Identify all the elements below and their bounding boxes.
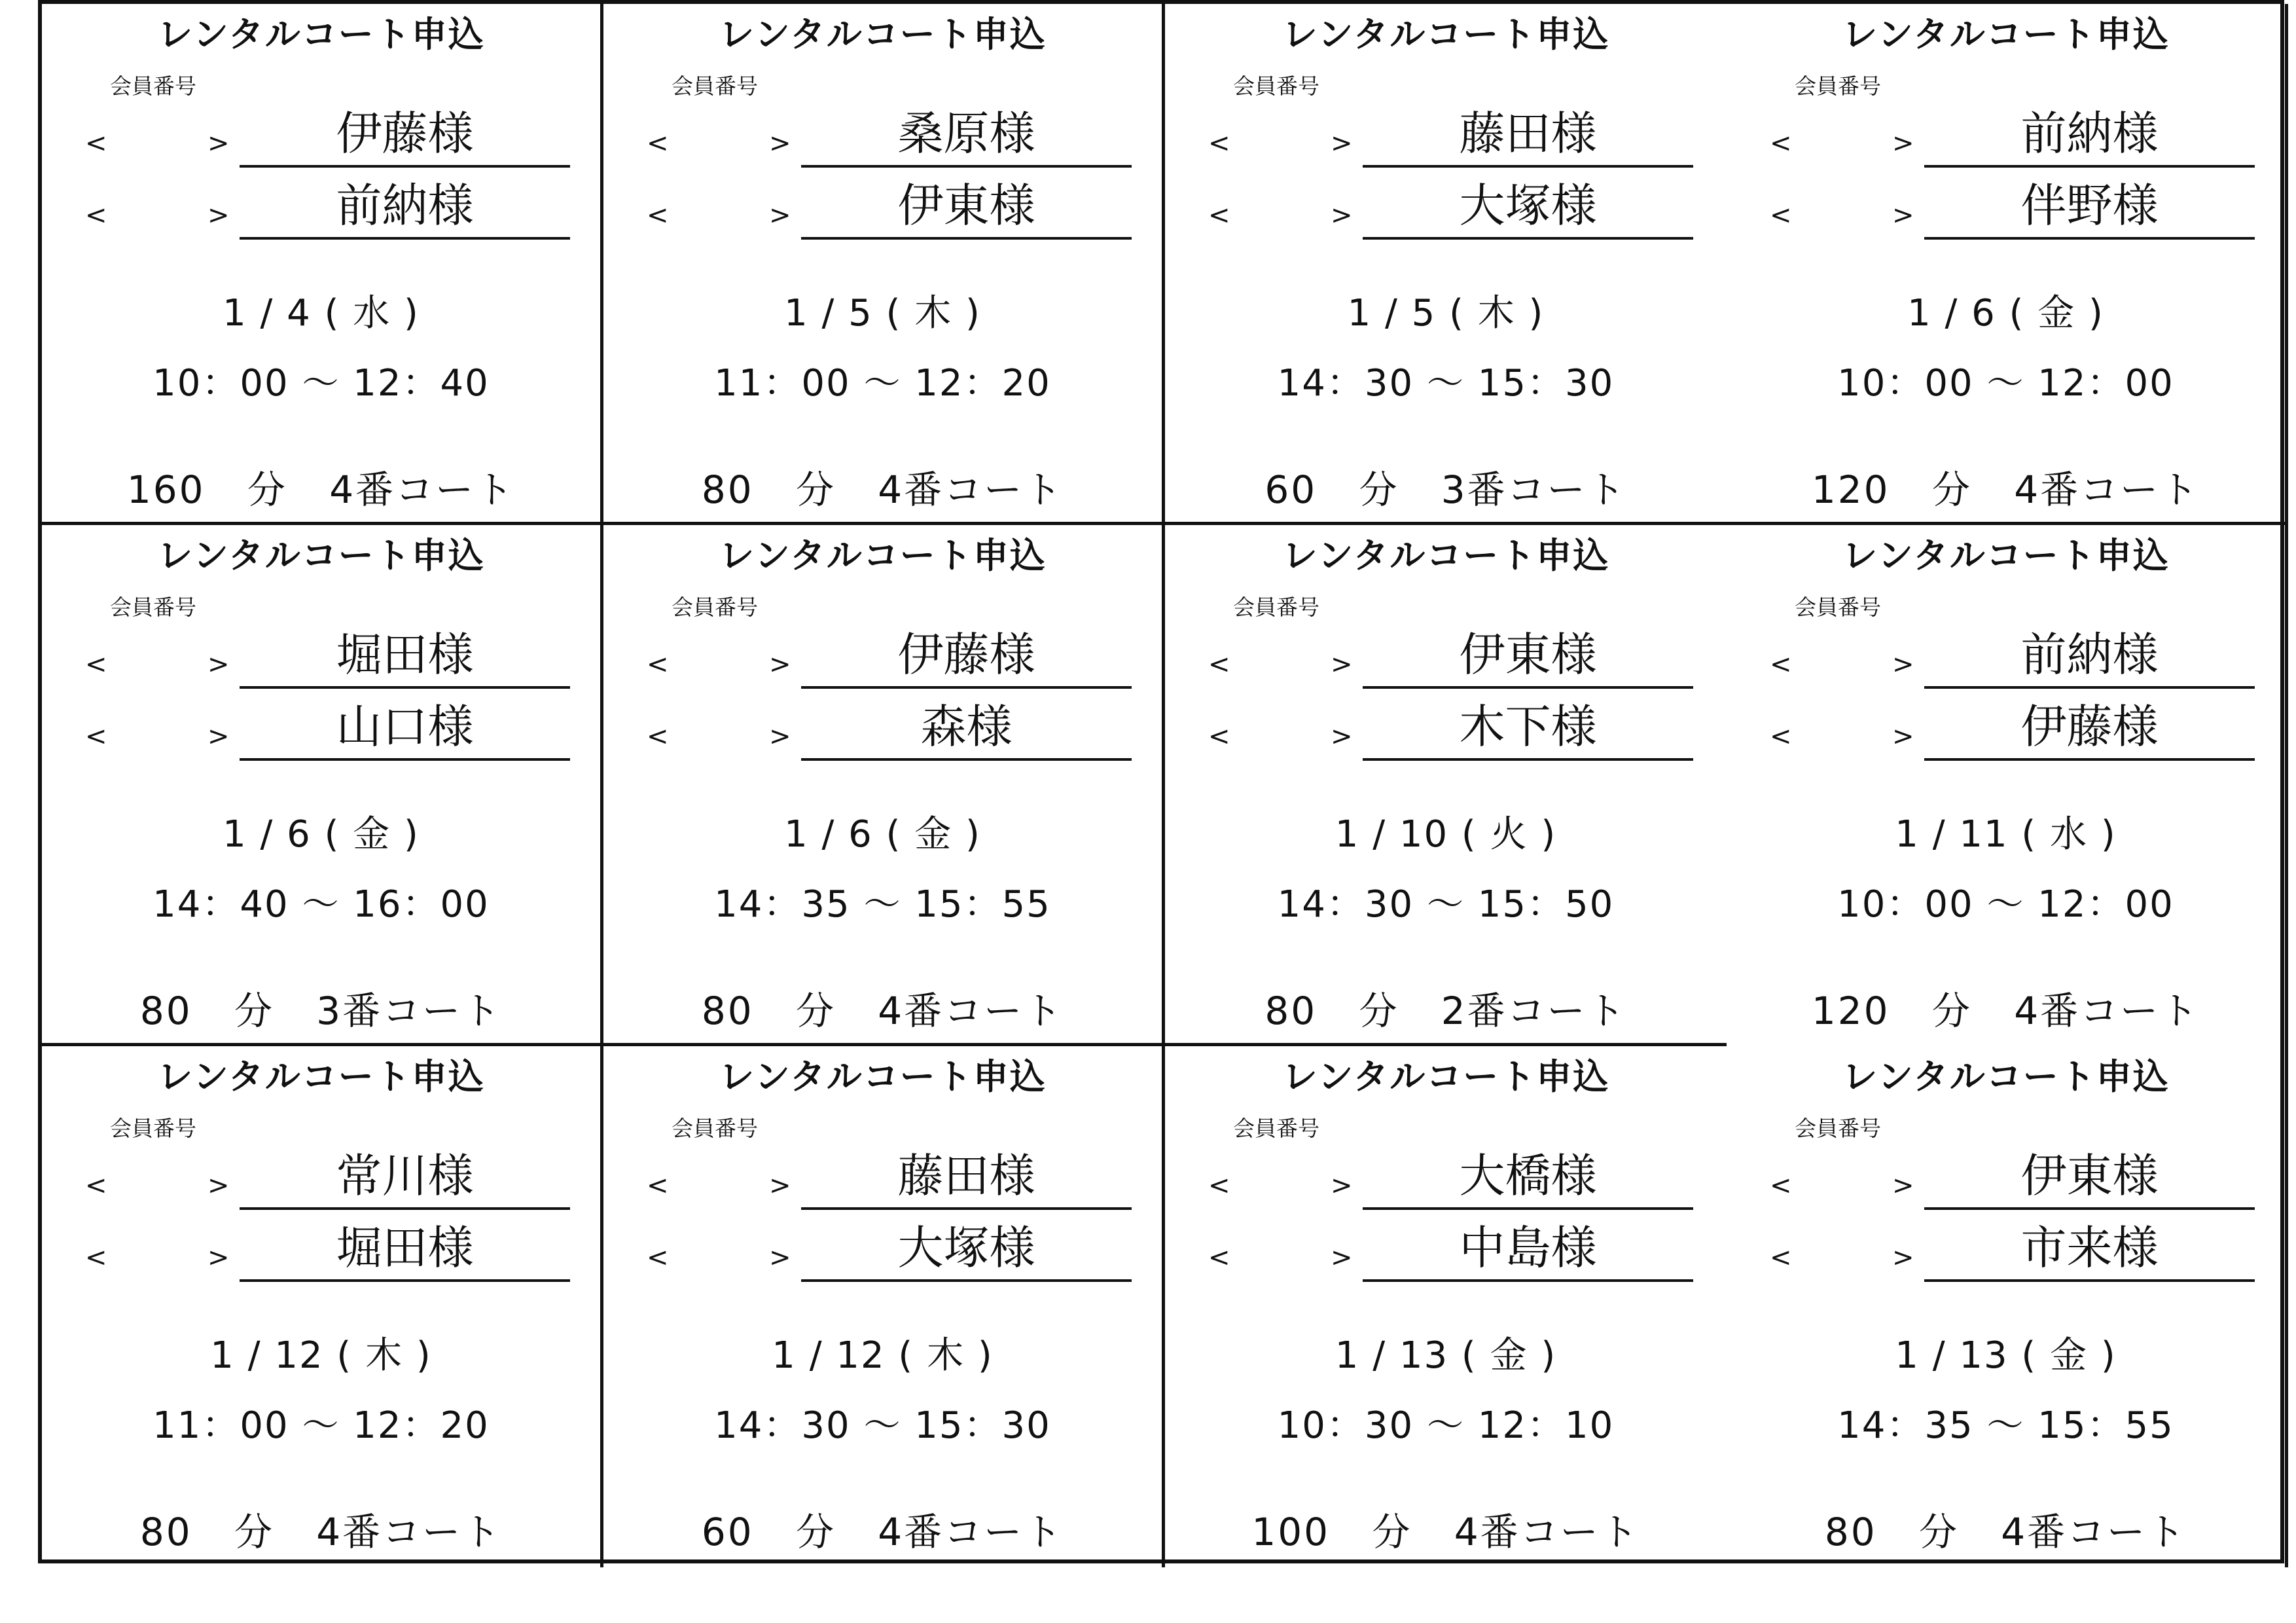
member-number-label: 会員番号	[1233, 594, 1319, 620]
member-number-open-bracket: <	[1208, 200, 1230, 230]
member-number-open-bracket: <	[1770, 200, 1792, 230]
member-number-close-bracket: >	[1331, 1243, 1353, 1273]
court-number: 4番コート	[878, 467, 1064, 512]
member-row-2	[42, 174, 600, 240]
duration-unit: 分	[1359, 467, 1399, 512]
duration-court	[603, 980, 1162, 1035]
member-name-1: 堀田様	[240, 623, 570, 689]
member-name-1: 前納様	[1924, 102, 2255, 168]
member-number-label: 会員番号	[110, 594, 196, 620]
member-number-open-bracket: <	[647, 1243, 669, 1273]
reservation-date: 1 / 13 ( 金 )	[1335, 1334, 1557, 1377]
card-title: レンタルコート申込	[719, 1056, 1047, 1097]
member-number-close-bracket: >	[207, 1171, 230, 1201]
reservation-date: 1 / 11 ( 水 )	[1895, 813, 2117, 856]
member-number-label: 会員番号	[110, 1116, 196, 1141]
member-name-2: 前納様	[240, 174, 570, 240]
reservation-time: 14：40 ～ 16：00	[152, 883, 490, 926]
duration-unit: 分	[1931, 989, 1972, 1033]
card-title: レンタルコート申込	[1842, 535, 2170, 576]
duration-minutes: 80	[701, 467, 754, 512]
member-number-label: 会員番号	[110, 73, 196, 99]
member-row-2	[1165, 174, 1727, 240]
duration-minutes: 80	[139, 1510, 192, 1554]
duration-minutes: 120	[1811, 989, 1890, 1033]
member-number-label: 会員番号	[1795, 1116, 1881, 1141]
member-number-close-bracket: >	[207, 200, 230, 230]
member-row-2	[603, 174, 1162, 240]
member-number-open-bracket: <	[1770, 649, 1792, 680]
duration-unit: 分	[234, 989, 274, 1033]
duration-court	[1727, 980, 2285, 1035]
reservation-time: 10：30 ～ 12：10	[1277, 1404, 1615, 1447]
member-name-2: 堀田様	[240, 1216, 570, 1282]
card-title: レンタルコート申込	[719, 535, 1047, 576]
rental-court-sheet	[38, 0, 2284, 1563]
court-number: 3番コート	[316, 989, 503, 1033]
duration-court	[42, 459, 600, 514]
member-number-close-bracket: >	[769, 721, 791, 752]
court-number: 4番コート	[2014, 467, 2200, 512]
member-name-1: 大橋様	[1363, 1144, 1693, 1210]
card-title: レンタルコート申込	[1282, 14, 1610, 55]
member-number-close-bracket: >	[1892, 721, 1914, 752]
duration-minutes: 120	[1811, 467, 1890, 512]
reservation-time: 14：35 ～ 15：55	[714, 883, 1051, 926]
member-number-label: 会員番号	[672, 73, 758, 99]
reservation-date: 1 / 12 ( 木 )	[210, 1334, 432, 1377]
member-name-2: 山口様	[240, 695, 570, 761]
member-name-2: 伊東様	[801, 174, 1132, 240]
member-row-1	[42, 102, 600, 168]
rental-card	[42, 4, 603, 525]
duration-minutes: 100	[1251, 1510, 1331, 1554]
member-number-label: 会員番号	[1233, 73, 1319, 99]
member-name-1: 常川様	[240, 1144, 570, 1210]
member-number-label: 会員番号	[672, 594, 758, 620]
reservation-date: 1 / 12 ( 木 )	[772, 1334, 994, 1377]
member-name-1: 伊藤様	[801, 623, 1132, 689]
rental-card	[603, 525, 1165, 1046]
member-number-close-bracket: >	[1892, 128, 1914, 158]
member-number-close-bracket: >	[1331, 649, 1353, 680]
member-row-1	[603, 102, 1162, 168]
duration-unit: 分	[795, 467, 836, 512]
duration-court	[1165, 1501, 1727, 1556]
rental-card	[603, 4, 1165, 525]
member-row-2	[1165, 695, 1727, 761]
member-number-open-bracket: <	[1770, 721, 1792, 752]
court-number: 4番コート	[878, 989, 1064, 1033]
reservation-date: 1 / 13 ( 金 )	[1895, 1334, 2117, 1377]
member-row-1	[603, 1144, 1162, 1210]
member-number-open-bracket: <	[647, 721, 669, 752]
duration-court	[603, 1501, 1162, 1556]
member-row-1	[1727, 102, 2285, 168]
member-name-1: 藤田様	[1363, 102, 1693, 168]
card-title: レンタルコート申込	[1842, 1056, 2170, 1097]
reservation-time: 11：00 ～ 12：20	[152, 1404, 490, 1447]
member-number-open-bracket: <	[85, 649, 107, 680]
reservation-date: 1 / 6 ( 金 )	[223, 813, 420, 856]
court-number: 2番コート	[1441, 989, 1627, 1033]
card-title: レンタルコート申込	[719, 14, 1047, 55]
member-number-open-bracket: <	[1770, 1171, 1792, 1201]
duration-unit: 分	[795, 1510, 836, 1554]
member-number-close-bracket: >	[769, 649, 791, 680]
member-number-close-bracket: >	[207, 721, 230, 752]
reservation-time: 11：00 ～ 12：20	[714, 362, 1051, 405]
member-number-open-bracket: <	[647, 200, 669, 230]
member-row-2	[603, 1216, 1162, 1282]
member-number-close-bracket: >	[1892, 1171, 1914, 1201]
member-row-1	[603, 623, 1162, 689]
reservation-date: 1 / 4 ( 水 )	[223, 292, 420, 335]
rental-card	[1165, 525, 1727, 1046]
member-name-2: 木下様	[1363, 695, 1693, 761]
member-number-close-bracket: >	[1331, 128, 1353, 158]
member-name-1: 伊藤様	[240, 102, 570, 168]
duration-unit: 分	[234, 1510, 274, 1554]
rental-card	[1727, 1046, 2288, 1567]
reservation-date: 1 / 10 ( 火 )	[1335, 813, 1557, 856]
member-row-1	[1165, 102, 1727, 168]
member-name-1: 前納様	[1924, 623, 2255, 689]
card-title: レンタルコート申込	[157, 535, 485, 576]
card-title: レンタルコート申込	[157, 1056, 485, 1097]
member-row-1	[1165, 1144, 1727, 1210]
court-number: 4番コート	[316, 1510, 503, 1554]
rental-card	[603, 1046, 1165, 1567]
reservation-date: 1 / 5 ( 木 )	[784, 292, 981, 335]
member-number-close-bracket: >	[769, 128, 791, 158]
member-number-label: 会員番号	[1795, 594, 1881, 620]
member-number-close-bracket: >	[769, 200, 791, 230]
member-row-2	[603, 695, 1162, 761]
court-number: 4番コート	[329, 467, 516, 512]
member-number-open-bracket: <	[1770, 128, 1792, 158]
member-name-2: 大塚様	[1363, 174, 1693, 240]
duration-minutes: 80	[701, 989, 754, 1033]
rental-card	[1165, 4, 1727, 525]
member-number-open-bracket: <	[1208, 1171, 1230, 1201]
duration-minutes: 80	[1824, 1510, 1877, 1554]
member-number-open-bracket: <	[85, 200, 107, 230]
member-row-2	[1727, 695, 2285, 761]
member-number-open-bracket: <	[1208, 721, 1230, 752]
member-number-open-bracket: <	[85, 128, 107, 158]
duration-unit: 分	[795, 989, 836, 1033]
member-number-close-bracket: >	[207, 128, 230, 158]
duration-court	[42, 1501, 600, 1556]
reservation-date: 1 / 6 ( 金 )	[784, 813, 981, 856]
rental-card	[1727, 525, 2288, 1046]
member-name-2: 中島様	[1363, 1216, 1693, 1282]
duration-court	[1165, 459, 1727, 514]
duration-court	[1165, 980, 1727, 1035]
member-number-label: 会員番号	[672, 1116, 758, 1141]
duration-minutes: 60	[1265, 467, 1318, 512]
member-number-open-bracket: <	[647, 649, 669, 680]
member-name-1: 伊東様	[1363, 623, 1693, 689]
member-name-2: 伊藤様	[1924, 695, 2255, 761]
duration-minutes: 160	[126, 467, 206, 512]
member-number-open-bracket: <	[85, 721, 107, 752]
duration-unit: 分	[1931, 467, 1972, 512]
member-name-1: 桑原様	[801, 102, 1132, 168]
reservation-time: 10：00 ～ 12：00	[1837, 362, 2174, 405]
member-name-2: 森様	[801, 695, 1132, 761]
duration-unit: 分	[1372, 1510, 1412, 1554]
member-number-open-bracket: <	[1770, 1243, 1792, 1273]
member-row-1	[1165, 623, 1727, 689]
member-number-open-bracket: <	[647, 1171, 669, 1201]
member-number-open-bracket: <	[647, 128, 669, 158]
member-row-1	[42, 1144, 600, 1210]
member-row-2	[1727, 1216, 2285, 1282]
member-number-close-bracket: >	[769, 1171, 791, 1201]
member-number-close-bracket: >	[769, 1243, 791, 1273]
duration-court	[1727, 459, 2285, 514]
member-number-close-bracket: >	[1892, 1243, 1914, 1273]
duration-minutes: 80	[139, 989, 192, 1033]
rental-card	[1165, 1046, 1727, 1567]
reservation-time: 14：30 ～ 15：50	[1277, 883, 1615, 926]
member-number-open-bracket: <	[85, 1243, 107, 1273]
member-row-2	[1727, 174, 2285, 240]
member-number-close-bracket: >	[207, 649, 230, 680]
member-name-2: 伴野様	[1924, 174, 2255, 240]
rental-card	[42, 1046, 603, 1567]
card-title: レンタルコート申込	[1282, 535, 1610, 576]
member-name-2: 大塚様	[801, 1216, 1132, 1282]
reservation-time: 14：35 ～ 15：55	[1837, 1404, 2174, 1447]
card-title: レンタルコート申込	[1282, 1056, 1610, 1097]
reservation-date: 1 / 5 ( 木 )	[1347, 292, 1545, 335]
card-title: レンタルコート申込	[157, 14, 485, 55]
member-number-open-bracket: <	[1208, 128, 1230, 158]
duration-unit: 分	[1359, 989, 1399, 1033]
court-number: 4番コート	[878, 1510, 1064, 1554]
member-row-2	[42, 1216, 600, 1282]
rental-card	[1727, 4, 2288, 525]
duration-unit: 分	[247, 467, 287, 512]
member-number-close-bracket: >	[1892, 200, 1914, 230]
reservation-time: 14：30 ～ 15：30	[1277, 362, 1615, 405]
duration-court	[603, 459, 1162, 514]
member-row-1	[42, 623, 600, 689]
duration-unit: 分	[1918, 1510, 1959, 1554]
member-number-close-bracket: >	[207, 1243, 230, 1273]
member-number-open-bracket: <	[1208, 649, 1230, 680]
member-row-1	[1727, 1144, 2285, 1210]
member-number-close-bracket: >	[1331, 721, 1353, 752]
member-row-2	[42, 695, 600, 761]
duration-minutes: 80	[1265, 989, 1318, 1033]
court-number: 4番コート	[2001, 1510, 2187, 1554]
member-row-2	[1165, 1216, 1727, 1282]
member-number-open-bracket: <	[1208, 1243, 1230, 1273]
court-number: 3番コート	[1441, 467, 1627, 512]
member-number-close-bracket: >	[1331, 1171, 1353, 1201]
member-name-1: 伊東様	[1924, 1144, 2255, 1210]
member-number-close-bracket: >	[1331, 200, 1353, 230]
rental-card	[42, 525, 603, 1046]
duration-court	[42, 980, 600, 1035]
court-number: 4番コート	[1454, 1510, 1640, 1554]
member-name-2: 市来様	[1924, 1216, 2255, 1282]
member-number-close-bracket: >	[1892, 649, 1914, 680]
reservation-time: 14：30 ～ 15：30	[714, 1404, 1051, 1447]
member-number-label: 会員番号	[1233, 1116, 1319, 1141]
member-name-1: 藤田様	[801, 1144, 1132, 1210]
reservation-date: 1 / 6 ( 金 )	[1907, 292, 2104, 335]
member-number-label: 会員番号	[1795, 73, 1881, 99]
member-number-open-bracket: <	[85, 1171, 107, 1201]
duration-minutes: 60	[701, 1510, 754, 1554]
reservation-time: 10：00 ～ 12：40	[152, 362, 490, 405]
member-row-1	[1727, 623, 2285, 689]
court-number: 4番コート	[2014, 989, 2200, 1033]
reservation-time: 10：00 ～ 12：00	[1837, 883, 2174, 926]
duration-court	[1727, 1501, 2285, 1556]
card-title: レンタルコート申込	[1842, 14, 2170, 55]
